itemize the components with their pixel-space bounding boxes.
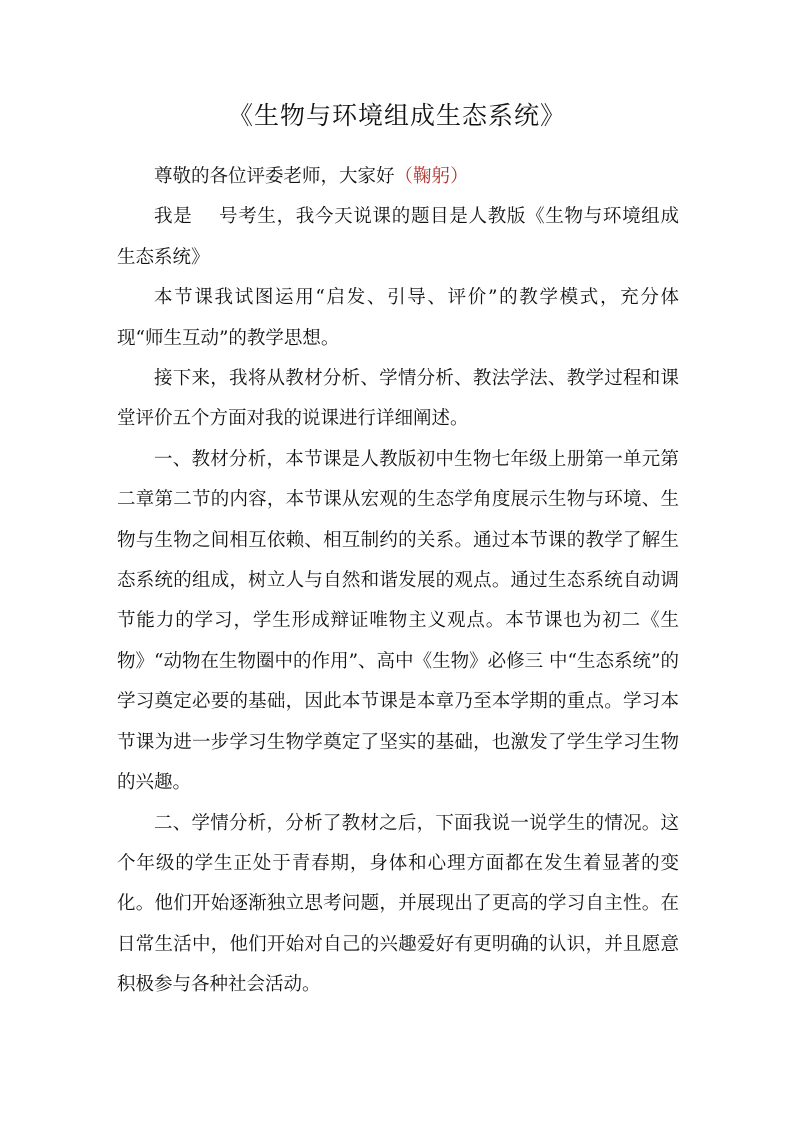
- student-analysis-paragraph: 二、学情分析，分析了教材之后，下面我说一说学生的情况。这个年级的学生正处于青春期，身体和心理方面都在发生着显著的变化。他们开始逐渐独立思考问题，并展现出了更高的学习自主性。在日常生活中，他们开始对自己的兴趣爱好有更明确的认识，并且愿意积极参与各种社会活动。: [117, 812, 679, 996]
- intro-before-blank: 我是: [154, 206, 193, 228]
- greeting-paragraph: [117, 157, 679, 197]
- textbook-analysis-paragraph: 一、教材分析，本节课是人教版初中生物七年级上册第一单元第二章第二节的内容，本节课从宏观的生态学角度展示生物与环境、生物与生物之间相互依赖、相互制约的关系。通过本节课的教学了解生态系统的组成，树立人与自然和谐发展的观点。通过生态系统自动调节能力的学习，学生形成辩证唯物主义观点。本节课也为初二《生物》“动物在生物圈中的作用”、高中《生物》必修三 中“生态系统”的学习奠定必要的基础，因此本节课是本章乃至本学期的重点。学习本节课为进一步学习生物学奠定了坚实的基础，也激发了学生学习生物的兴趣。: [117, 448, 679, 794]
- greeting-action: （鞠躬）: [394, 166, 469, 187]
- greeting-text: 尊敬的各位评委老师，大家好: [154, 166, 395, 187]
- outline-paragraph: 接下来，我将从教材分析、学情分析、教法学法、教学过程和课堂评价五个方面对我的说课进行详细阐述。: [117, 368, 679, 430]
- document-body: [117, 157, 679, 1006]
- document-title: 《生物与环境组成生态系统》: [227, 101, 566, 130]
- intro-after-blank: 号考生，我今天说课的题目是人教版《生物与环境组成生态系统》: [117, 206, 679, 268]
- intro-paragraph: [117, 197, 679, 278]
- teaching-mode-paragraph: 本节课我试图运用“启发、引导、评价”的教学模式，充分体现“师生互动”的教学思想。: [117, 287, 679, 349]
